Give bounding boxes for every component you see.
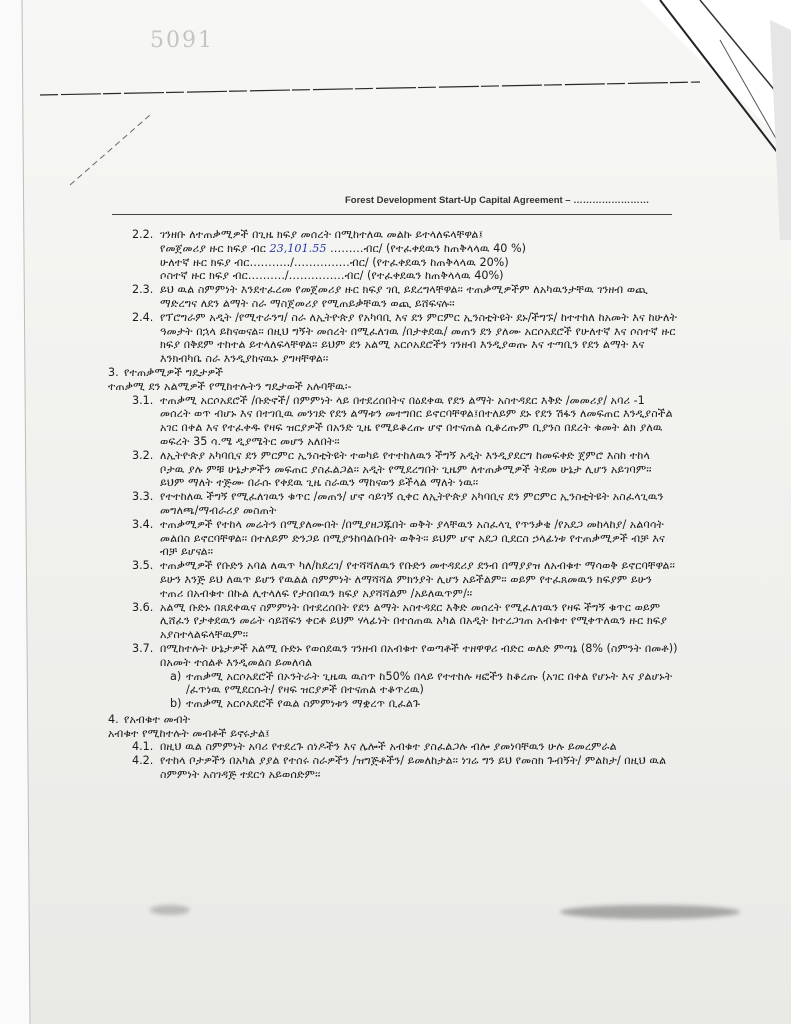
section-4-heading	[108, 713, 678, 727]
section-title: የአብቁተ መብት	[124, 712, 191, 726]
payment-line-1	[160, 242, 678, 256]
document-header: Forest Development Start-Up Capital Agreement – ……………………	[345, 195, 650, 206]
clause-4-2	[108, 754, 678, 782]
clause-number: 3.3.	[132, 490, 154, 504]
top-right-fold	[640, 0, 791, 150]
section-number: 3.	[108, 365, 119, 379]
clause-number: 3.1.	[132, 393, 154, 407]
section-4-intro: አብቁተ የሚከተሉት መብቶች ይኖሩታል፤	[108, 726, 270, 740]
right-edge-shade	[770, 20, 791, 240]
scan-diagonal-left	[70, 115, 150, 185]
clause-text: ለኢትዮጵያ አካባቢና ደን ምርምር ኢንስቲትዩት ተወካይ የተተከለዉን ችግኝ አዲት እንዲያደርግ ከመፍቀድ ጀምሮ እስከ ተከላ ቦታዉ ያሉ ምቹ ሁኔታዎችን መፍጠር ያስፈልጋል፡፡ አዲት የሚደረግበት ጊዜም ለተጠቃሚዎች ትደመ ሁኔታ ሊሆን አይገባም፡፡ ይህም ማለት ተጅሙ በራሱ የቀደዉ ጊዜ ስራዉን ማከናወን ይችላል ማለት ነዉ፡፡	[160, 448, 652, 490]
clause-3-6	[108, 601, 678, 642]
payment-line-2: ሁለተኛ ዙር ክፍያ ብር………../……………ብር/ (የተፈቀደዉን ከጠቅላላዉ 20%)	[160, 255, 509, 269]
fold-line-1	[660, 0, 791, 170]
clause-text: ተጠቃሚዎች የቡድን አባል ለዉጥ ካለ/ከደረገ/ የተሻሻለዉን የቡድን መተዳደሪያ ደንብ በማያያዝ ለአብቁተ ማሳወቅ ይኖርባቸዋል፡፡ ይሁን እንጅ ይህ ለዉጥ ይሆን የዉልል ስምምነት ለማሻሻል ምክንያት ሊሆን አይችልም፡፡ ወይም የተፈጸመዉን ክፍያም ይሁን ተጠሪ በአብቁተ በኩል ሊተላለፍ የታሰበዉን ክፍያ አያሻሻልም /አይለዉጥም/፡፡	[160, 559, 675, 600]
ink-smudge-small	[150, 905, 190, 915]
clause-number: 4.2.	[132, 754, 154, 768]
clause-3-1	[108, 394, 678, 449]
document-body	[108, 228, 678, 782]
clause-number: 2.4.	[132, 310, 154, 324]
clause-text: አልሚ ቡድኑ በጸደቀዉና ስምምነት በተደረሰበት የደን ልማት አስተዳደር እቅድ መሰረት የሚፈለገዉን የዛፍ ችግኝ ቁጥር ወይም ሊሸፈን የታቀደዉን መሬት ሳይሸፍን ቀርቶ ይህም ሃላፊነት በተሰጠዉ አካል በአዲት ከተረጋገጠ አብቁተ የሚቀጥለዉን ዙር ክፍያ አያስተላልፍላቸዉም፡፡	[160, 600, 668, 642]
clause-4-1	[108, 740, 678, 754]
clause-number: 3.6.	[132, 600, 154, 614]
section-3-intro: ተጠቃሚ ደን አልሚዎች የሚከተሉትን ግዴታወች አሉባቸዉ፡-	[108, 379, 352, 393]
clause-2-2	[108, 228, 678, 283]
left-page-edge	[22, 0, 30, 1024]
sub-item-letter: b)	[170, 697, 182, 711]
payment-line-3: ሶስተኛ ዙር ክፍያ ብር………./……………ብር/ (የተፈቀደዉን ከጠቅላላዉ 40%)	[160, 269, 504, 283]
handwritten-page-number: 5091	[150, 28, 214, 53]
sub-item-text: ተጠቃሚ አርሶአደሮች የዉል ስምምነቱን ማቋረጥ ቢፈልጉ	[186, 697, 421, 711]
clause-text: በሚከተሉት ሁኔታዎች አልሚ ቡድኑ የወሰደዉን ገንዘብ በአብቁተ የወጣቶች ተዘዋዋሪ ብድር ወለድ ምጣኔ (8% (ስምንት በመቶ)) በአመት ተሰልቶ እንዲመልስ ይመለሳል	[160, 641, 678, 669]
clause-text: ይህ ዉል ስምምነት እንደተፈረመ የመጀመሪያ ዙር ክፍያ ገቢ ይደረግላቸዋል፡፡ ተጠቃሚዎችም ለአካዉንታቸዉ ገንዘብ ወጪ ማድረግና ለደን ልማት ስራ ማስጀመሪያ የሚጠይቃቸዉን ወጪ ይሸፍናሉ፡፡	[160, 283, 648, 310]
clause-2-4	[108, 311, 678, 366]
clause-number: 3.5.	[132, 559, 154, 573]
clause-3-7	[108, 642, 678, 670]
clause-number: 3.7.	[132, 641, 154, 655]
ink-smudge	[560, 905, 740, 919]
clause-3-2	[108, 449, 678, 490]
fold-line-2	[700, 0, 791, 110]
clause-number: 4.1.	[132, 740, 154, 754]
clause-number: 3.2.	[132, 448, 154, 462]
payment-line-1-rest: ………ብር/ (የተፈቀደዉን ከጠቅላላዉ 40 %)	[330, 241, 526, 255]
clause-2-3	[108, 283, 678, 311]
clause-text: የተተከለዉ ችግኝ የሚፈለገዉን ቁጥር /መጠን/ ሆኖ ሳይገኝ ሲቀር ለኢትዮጵያ አካባቢና ደን ምርምር ኢንስቲትዩት አስፈላጊዉን መግለጫ/ማብራሪያ መስጠት	[160, 490, 664, 517]
clause-number: 2.2.	[132, 228, 154, 241]
left-margin-shade	[0, 0, 30, 1024]
clause-3-4	[108, 518, 678, 559]
clause-3-7-b	[108, 697, 678, 711]
fold-line-3	[720, 40, 791, 165]
section-3-heading	[108, 366, 678, 380]
handwritten-amount: 23,101.55	[269, 241, 327, 255]
clause-3-7-a	[108, 670, 678, 698]
sub-item-text: ተጠቃሚ አርሶአደሮች በኦንትራት ጊዜዉ ዉስጥ ከ50% በላይ የተተከሉ ዛፎችን ከቆረጡ (አገር በቀል የሆኑት እና ያልሆኑት /ፈጥነዉ የሚደርሱት/ የዛፍ ዝርያዎች በተናጠል ተቆጥረዉ)	[186, 669, 673, 697]
header-rule	[112, 214, 672, 215]
clause-number: 2.3.	[132, 283, 154, 297]
clause-text: ተጠቃሚ አርሶአደሮች /ቡድኖች/ በምምነት ላይ በተደረሰበትና በዕደቀዉ የደን ልማት አስተዳደር እቅድ /መመሪያ/ አባሪ -1 መሰረት ወጥ ብሆኑ እና በተገቢዉ መንገድ የደን ልማቱን መተግበር ይኖርባቸዋል፤በተለይም ደኑ የደን ሽፋን ለመፍጠር እንዲያስችል አገር በቀል እና የተፈቀዱ የዛፍ ዝርያዎች በአንድ ጊዜ የሚይቆረጡ ሆኖ በተናጠል ሲቆረጡም ቢያንስ በደረት ቁመት ልክ ያለዉ ወፍረት 35 ሳ.ሜ ዲያሜትር መሆን አለበት፡፡	[160, 393, 673, 448]
clause-text	[160, 228, 678, 283]
sub-item-letter: a)	[170, 669, 182, 683]
clause-text: ተጠቃሚዎች የተከላ መሬትን በሚያለሙበት /በሚያዘጋጁበት ወቅት ያላቸዉን አስፈላጊ የጥንቃቄ /የአደጋ መከላከያ/ አልባሳት መልበስ ይኖርባቸዋል፡፡ በተለይም ድንጋይ በሚያንከባልቡበት ወቅት፡፡ ይህም ሆኖ አደጋ ቢደርስ ኃላፊነቱ የተጠቃሚዎች ብቻ እና ብቻ ይሆናል፡፡	[160, 517, 665, 559]
clause-text: የፕሮግራም አዲት /የሚተራንግ/ ስራ ለኢትዮጵያ የአካባቢ እና ደን ምርምር ኢንስቲትዩት ደኑ/ችግኙ/ ከተተከለ ከአመት እና ከሁለት ዓመታት በኋላ ይከናወናል፡፡ በዚህ ግኝት መሰረት በሚፈለገዉ /በታቀደዉ/ መጠን ደን ያለሙ አርሶአደሮች የሁለተኛ እና ሶስተኛ ዙር ክፍያ በቅደም ተከተል ይተላለፍላቸዋል፡፡ ይህም ደን አልሚ አርሶአደሮችን ገንዘብ እንዲያወጡ እና ተጣቢን የደን ልማት እና እንክብካቤ ስራ እንዲያከናዉኑ ያግዛቸዋል፡፡	[160, 310, 678, 366]
section-number: 4.	[108, 712, 119, 726]
clause-2-2-intro: ገንዘቡ ለተጠቃሚዎች በጊዜ ክፍያ መሰረት በሚከተለዉ መልኩ ይተላለፍላቸዋል፤	[160, 228, 484, 241]
clause-number: 3.4.	[132, 517, 154, 531]
section-title: የተጠቃሚዎች ግዴታዎች	[124, 365, 224, 379]
clause-text: በዚህ ዉል ስምምነት አባሪ የተደረጉ ሰነዶችን እና ሌሎች አብቁተ ያስፈልጋሉ ብሎ ያመነባቸዉን ሁሉ ይመረምራል	[160, 740, 617, 754]
scan-top-line	[40, 82, 700, 95]
clause-text: የተከላ ቦታዎችን በአካል ያያል የተሰሩ ስራዎችን /ዝግጅቶችን/ ይመለከታል፡፡ ነገሬ ግን ይህ የመስክ ጉብኝት/ ምልከታ/ በዚህ ዉል ስምምነት አስገዳጅ ተደርጎ አይወሰድም፡፡	[160, 754, 667, 782]
clause-3-5	[108, 559, 678, 600]
clause-3-3	[108, 490, 678, 518]
payment-line-1-label: የመጀመሪያ ዙር ክፍያ ብር	[160, 241, 266, 255]
